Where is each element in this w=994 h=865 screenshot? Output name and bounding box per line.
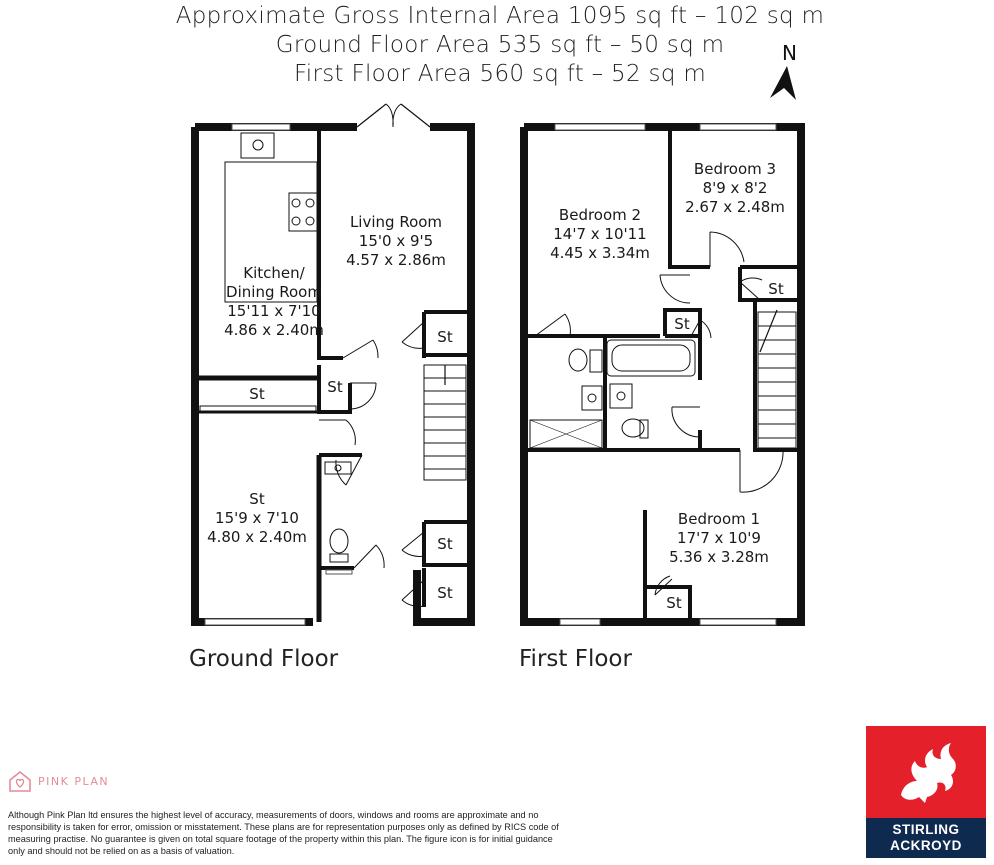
first-store-bedroom1-label: St xyxy=(666,594,682,612)
agent-name-line1: STIRLING xyxy=(892,822,960,837)
first-store-landing-label: St xyxy=(768,280,784,298)
room-labels xyxy=(207,160,785,612)
pink-plan-wordmark: PINK PLAN xyxy=(38,774,110,788)
gross-area-text: Approximate Gross Internal Area 1095 sq ft – 102 sq m xyxy=(175,3,825,29)
bedroom3-name: Bedroom 3 xyxy=(693,160,777,178)
ground-store-middle-label: St xyxy=(437,535,453,553)
bedroom1-metric: 5.36 x 3.28m xyxy=(669,548,769,566)
bedroom2-metric: 4.45 x 3.34m xyxy=(550,244,650,262)
north-compass xyxy=(770,41,797,100)
ensuite-fixtures xyxy=(530,340,695,448)
bedroom1-name: Bedroom 1 xyxy=(677,510,761,528)
ground-store-upper-label: St xyxy=(437,328,453,346)
ground-floor-label: Ground Floor xyxy=(189,646,339,672)
pink-plan-logo xyxy=(8,770,109,792)
first-store-airing-label: St xyxy=(674,315,690,333)
store-room-name: St xyxy=(249,490,265,508)
store-room-imperial: 15'9 x 7'10 xyxy=(215,509,299,527)
ground-wc-fixtures xyxy=(325,462,352,574)
store-room-metric: 4.80 x 2.40m xyxy=(207,528,307,546)
kitchen-metric: 4.86 x 2.40m xyxy=(224,321,324,339)
bedroom3-imperial: 8'9 x 8'2 xyxy=(702,179,768,197)
first-floor-area-text: First Floor Area 560 sq ft – 52 sq m xyxy=(293,61,707,87)
first-floor-label: First Floor xyxy=(519,646,632,672)
kitchen-imperial: 15'11 x 7'10 xyxy=(227,302,321,320)
bedroom3-metric: 2.67 x 2.48m xyxy=(685,198,785,216)
ground-floor-plan xyxy=(195,104,471,625)
bedroom2-imperial: 14'7 x 10'11 xyxy=(553,225,647,243)
ground-floor-area-text: Ground Floor Area 535 sq ft – 50 sq m xyxy=(275,32,725,58)
north-arrow-icon xyxy=(770,66,796,100)
bedroom2-name: Bedroom 2 xyxy=(558,206,642,224)
ground-store-hall-label: St xyxy=(249,385,265,403)
ground-store-lower-label: St xyxy=(437,584,453,602)
kitchen-name-1: Kitchen/ xyxy=(243,264,305,282)
disclaimer-text: Although Pink Plan ltd ensures the highest level of accuracy, measurements of doors, windows and rooms are approximate and no responsibility is taken for error, omission or misstatement. These plans are for representation purposes only as defined by RICS code of measuring practise. No guarantee is given on total square footage of the property within this plan. The figure icon is for initial guidance only and should not be relied on as a basis of valuation. xyxy=(8,810,559,856)
bedroom1-imperial: 17'7 x 10'9 xyxy=(677,529,761,547)
first-staircase xyxy=(758,310,796,448)
stirling-ackroyd-logo xyxy=(866,726,986,858)
living-room-metric: 4.57 x 2.86m xyxy=(346,251,446,269)
griffin-icon xyxy=(881,737,971,807)
ground-store-cupboard-label: St xyxy=(327,378,343,396)
agent-name-line2: ACKROYD xyxy=(890,838,962,853)
north-label: N xyxy=(782,41,797,65)
ground-staircase xyxy=(424,365,466,480)
house-heart-icon xyxy=(8,770,32,792)
kitchen-name-2: Dining Room xyxy=(226,283,322,301)
living-room-name: Living Room xyxy=(349,213,443,231)
living-room-imperial: 15'0 x 9'5 xyxy=(358,232,434,250)
